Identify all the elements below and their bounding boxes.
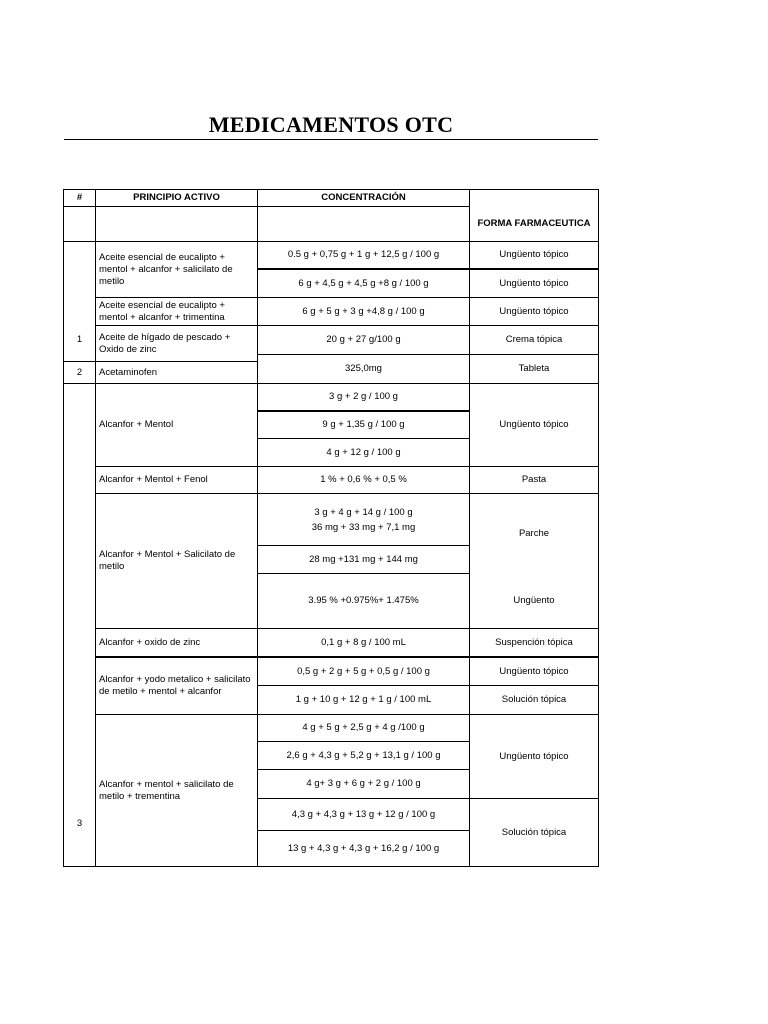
forma-cell: Ungüento tópico: [499, 750, 569, 762]
forma-cell: Ungüento tópico: [499, 419, 569, 430]
forma-cell: Suspención tópica: [495, 636, 573, 648]
forma-cell: Crema tópica: [505, 334, 563, 345]
concentracion-cell: 9 g + 1,35 g / 100 g: [322, 419, 405, 430]
principio-cell: Aceite esencial de eucalipto + mentol + alcanfor + trimentina: [99, 299, 225, 323]
concentracion-cell: 4 g + 12 g / 100 g: [326, 446, 401, 458]
principio-cell: Alcanfor + Mentol: [99, 419, 174, 430]
header-principio: PRINCIPIO ACTIVO: [133, 192, 220, 203]
concentracion-cell: 20 g + 27 g/100 g: [326, 334, 401, 345]
concentracion-cell: 4,3 g + 4,3 g + 13 g + 12 g / 100 g: [291, 808, 436, 820]
concentracion-cell: [258, 494, 469, 545]
concentracion-cell: 325,0mg: [345, 363, 382, 374]
concentracion-line: 36 mg + 33 mg + 7,1 mg: [311, 521, 416, 533]
principio-cell: Alcanfor + yodo metalico + salicilato de metilo + mentol + alcanfor: [99, 674, 251, 697]
principio-cell: Alcanfor + oxido de zinc: [99, 636, 201, 648]
forma-cell: Ungüento tópico: [499, 665, 569, 677]
group-number: 1: [76, 334, 83, 345]
concentracion-cell: 3.95 % +0.975%+ 1.475%: [308, 595, 419, 606]
principio-cell: Aceite esencial de eucalipto + mentol + alcanfor + salicilato de metilo: [99, 251, 233, 287]
concentracion-cell: 1 g + 10 g + 12 g + 1 g / 100 mL: [295, 694, 432, 705]
forma-cell: Tableta: [518, 363, 550, 374]
forma-cell: Solución tópica: [501, 694, 567, 705]
concentracion-cell: 1 % + 0,6 % + 0,5 %: [320, 474, 407, 485]
group-number: 2: [76, 366, 83, 378]
principio-cell: Alcanfor + mentol + salicilato de metilo + trementina: [99, 778, 234, 802]
principio-cell: Alcanfor + Mentol + Salicilato de metilo: [99, 549, 236, 572]
forma-cell: Ungüento tópico: [499, 249, 569, 260]
header-num: #: [76, 192, 83, 203]
concentracion-cell: 4 g + 5 g + 2,5 g + 4 g /100 g: [302, 722, 425, 733]
title-underline: [64, 139, 598, 140]
concentracion-cell: 2,6 g + 4,3 g + 5,2 g + 13,1 g / 100 g: [286, 749, 441, 761]
concentracion-cell: 3 g + 2 g / 100 g: [329, 391, 398, 402]
otc-table: [63, 189, 599, 867]
principio-cell: Alcanfor + Mentol + Fenol: [99, 474, 208, 485]
forma-cell: Parche: [518, 527, 550, 539]
grid-line: [64, 206, 470, 207]
header-concentracion: CONCENTRACIÓN: [321, 192, 406, 203]
page-title: MEDICAMENTOS OTC: [208, 112, 454, 137]
principio-cell: Acetaminofen: [99, 366, 158, 378]
group-number: 3: [76, 818, 83, 829]
concentracion-cell: 0,1 g + 8 g / 100 mL: [321, 636, 406, 648]
forma-cell: Ungüento tópico: [499, 277, 569, 289]
forma-cell: Pasta: [521, 474, 547, 485]
forma-cell: Ungüento: [513, 595, 555, 606]
forma-cell: Solución tópica: [501, 826, 567, 838]
concentracion-cell: 6 g + 5 g + 3 g +4,8 g / 100 g: [302, 305, 425, 317]
header-forma: FORMA FARMACEUTICA: [477, 217, 591, 229]
concentracion-cell: 0.5 g + 0,75 g + 1 g + 12,5 g / 100 g: [287, 249, 440, 260]
concentracion-cell: 4 g+ 3 g + 6 g + 2 g / 100 g: [306, 778, 421, 789]
concentracion-cell: 13 g + 4,3 g + 4,3 g + 16,2 g / 100 g: [287, 842, 440, 854]
concentracion-line: 3 g + 4 g + 14 g / 100 g: [314, 506, 413, 518]
concentracion-cell: 6 g + 4,5 g + 4,5 g +8 g / 100 g: [298, 277, 429, 289]
concentracion-cell: 28 mg +131 mg + 144 mg: [309, 553, 418, 565]
concentracion-cell: 0,5 g + 2 g + 5 g + 0,5 g / 100 g: [297, 665, 430, 677]
forma-cell: Ungüento tópico: [499, 305, 569, 317]
principio-cell: Aceite de hígado de pescado + Oxido de zinc: [99, 331, 231, 355]
